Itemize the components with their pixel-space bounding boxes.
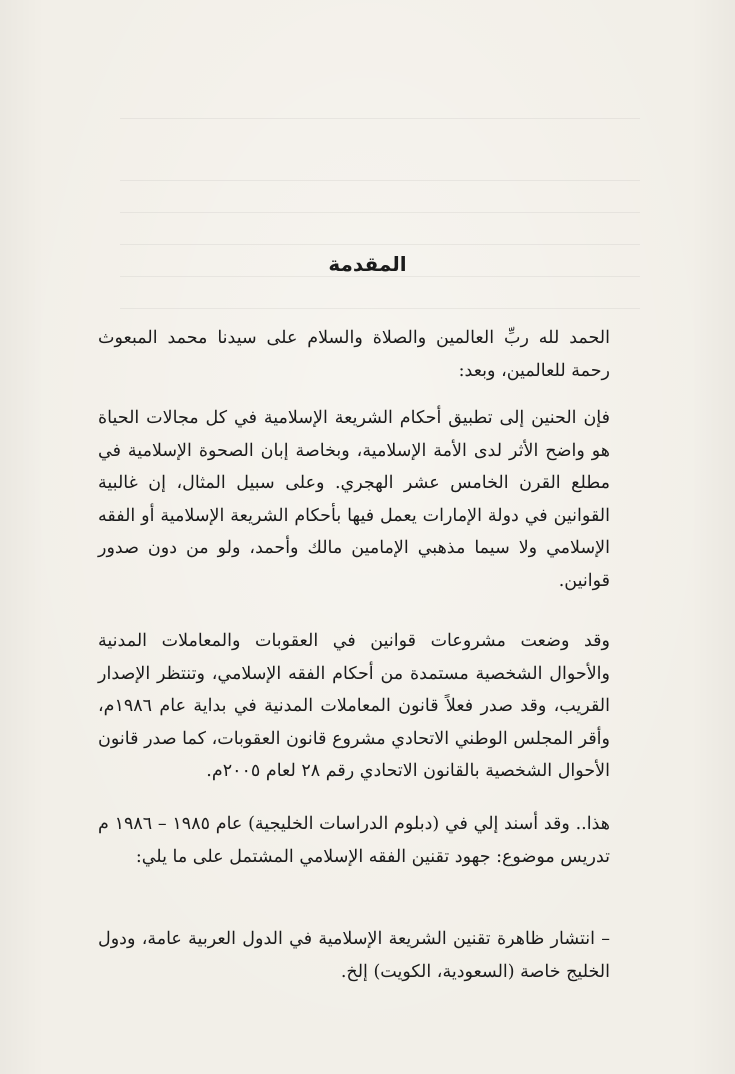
paragraph-opening: الحمد لله ربِّ العالمين والصلاة والسلام على سيدنا محمد المبعوث رحمة للعالمين، وبعد: — [98, 328, 610, 381]
bleed-through-line — [120, 276, 640, 277]
bleed-through-line — [120, 180, 640, 181]
bleed-through-line — [120, 244, 640, 245]
page-title: المقدمة — [328, 252, 407, 276]
paragraph-diploma: هذا.. وقد أسند إلي في (دبلوم الدراسات الخليجية) عام ١٩٨٥ – ١٩٨٦ م تدريس موضوع: جهود تقنين الفقه الإسلامي المشتمل على ما يلي: — [98, 814, 610, 867]
paragraph-intro: فإن الحنين إلى تطبيق أحكام الشريعة الإسلامية في كل مجالات الحياة هو واضح الأثر لدى الأمة الإسلامية، وبخاصة إبان الصحوة الإسلامية في مطلع القرن الخامس عشر الهجري. وعلى سبيل المثال، إن غالبية القوانين في دولة الإمارات يعمل فيها بأحكام الشريعة الإسلامية أو الفقه الإسلامي ولا سيما مذهبي الإمامين مالك وأحمد، ولو من دون صدور قوانين. — [98, 408, 610, 591]
paragraph-laws: وقد وضعت مشروعات قوانين في العقوبات والمعاملات المدنية والأحوال الشخصية مستمدة من أحكام الفقه الإسلامي، وتنتظر الإصدار القريب، وقد صدر فعلاً قانون المعاملات المدنية في بداية عام ١٩٨٦م، وأقر المجلس الوطني الاتحادي مشروع قانون العقوبات، كما صدر قانون الأحوال الشخصية بالقانون الاتحادي رقم ٢٨ لعام ٢٠٠٥م. — [98, 631, 610, 781]
bleed-through-line — [120, 212, 640, 213]
list-item: – انتشار ظاهرة تقنين الشريعة الإسلامية في الدول العربية عامة، ودول الخليج خاصة (السعودية، الكويت) إلخ. — [98, 929, 610, 982]
bleed-through-line — [120, 118, 640, 119]
bleed-through-line — [120, 308, 640, 309]
